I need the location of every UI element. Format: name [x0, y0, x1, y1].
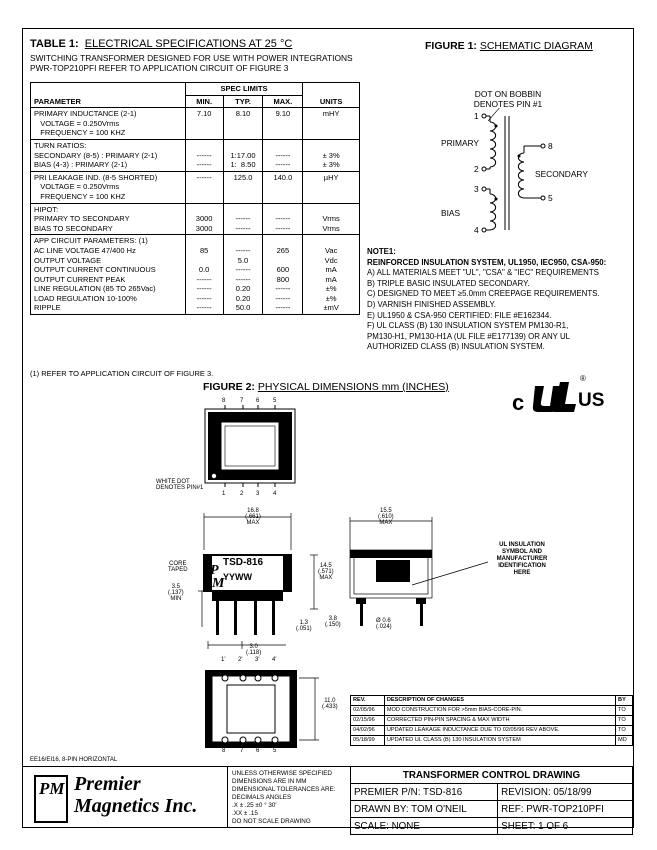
- bottom-pin-3-prime: 3': [255, 657, 260, 663]
- revision: REVISION: 05/18/99: [498, 784, 633, 801]
- spec-row: [31, 139, 360, 171]
- spec-row: [31, 171, 360, 203]
- revision-row: [351, 716, 633, 726]
- description-header: DESCRIPTION OF CHANGES: [384, 696, 615, 706]
- spec-cell-typ: 8.10: [223, 108, 263, 140]
- revision-cell: UPDATED LEAKAGE INDUCTANCE DUE TO 02/05/96 REV ABOVE.: [384, 726, 615, 736]
- standoff-dimension: 3.8 (.150): [325, 616, 341, 628]
- revision-row: [351, 726, 633, 736]
- spec-row: [31, 203, 360, 235]
- pin-4-label: 4: [474, 225, 479, 235]
- spec-row: [31, 108, 360, 140]
- by-header: BY: [616, 696, 633, 706]
- revision-cell: TO: [616, 716, 633, 726]
- rev-header: REV.: [351, 696, 385, 706]
- revision-cell: TO: [616, 726, 633, 736]
- note1-line: D) VARNISH FINISHED ASSEMBLY.: [367, 299, 496, 309]
- bottom-pin-8: 8: [222, 748, 226, 754]
- pin-8-label: 8: [548, 141, 553, 151]
- figure2-title: FIGURE 2: PHYSICAL DIMENSIONS mm (INCHES): [203, 381, 449, 393]
- dot-note: DOT ON BOBBIN DENOTES PIN #1: [473, 89, 543, 109]
- pin-2-label: 2: [474, 164, 479, 174]
- bottom-pin-7: 7: [240, 748, 244, 754]
- spec-cell-units: mHY: [303, 108, 360, 140]
- ul-symbol-note: UL INSULATION SYMBOL AND MANUFACTURER IDENTIFICATION HERE: [496, 542, 548, 576]
- header-typ: TYP.: [223, 95, 263, 108]
- spec-cell-max: 265 600 800 ------ ------ ------: [263, 235, 303, 315]
- height-dimension: 14.5 (.571) MAX: [318, 563, 334, 581]
- note1-line: C) DESIGNED TO MEET ≥5.0mm CREEPAGE REQUIREMENTS.: [367, 289, 600, 299]
- spec-cell-min: ------: [185, 171, 223, 203]
- ul-symbol-leader: [410, 560, 490, 590]
- revision-cell: MD: [616, 736, 633, 746]
- part-number: PREMIER P/N: TSD-816: [351, 784, 498, 801]
- revision-table: [350, 695, 633, 746]
- table1-subtitle-2: PWR-TOP210PFI REFER TO APPLICATION CIRCUIT OF FIGURE 3: [30, 63, 289, 73]
- header-units: UNITS: [303, 83, 360, 108]
- svg-text:P: P: [210, 563, 219, 578]
- svg-text:M: M: [212, 576, 225, 591]
- label-secondary: SECONDARY: [535, 169, 588, 179]
- top-pin-5: 5: [273, 398, 277, 404]
- spec-cell-min: 85 0.0 ------ ------ ------ ------: [185, 235, 223, 315]
- revision-row: [351, 736, 633, 746]
- spec-cell-units: Vrms Vrms: [303, 203, 360, 235]
- table1-subtitle-1: SWITCHING TRANSFORMER DESIGNED FOR USE WITH POWER INTEGRATIONS: [30, 53, 353, 63]
- bottom-pin-2-prime: 2': [238, 657, 243, 663]
- revision-cell: 04/02/96: [351, 726, 385, 736]
- end-width-dimension: 15.5 (.610) MAX: [378, 508, 394, 526]
- scale: SCALE: NONE: [351, 818, 498, 835]
- cul-us-mark: c US ®: [512, 374, 605, 415]
- side-view-drawing: [160, 505, 340, 665]
- reference: REF: PWR-TOP210PFI: [498, 801, 633, 818]
- date-code-marking: YYWW: [223, 572, 252, 582]
- note1-line: AUTHORIZED CLASS (B) INSULATION SYSTEM.: [367, 342, 545, 352]
- spec-cell-param: HIPOT: PRIMARY TO SECONDARY BIAS TO SECONDARY: [31, 203, 186, 235]
- pin-offset-dimension: 1.3 (.051): [296, 620, 312, 632]
- table1-title: TABLE 1: ELECTRICAL SPECIFICATIONS AT 25 °C: [30, 38, 293, 50]
- note1: [367, 247, 627, 353]
- note1-title: NOTE1:: [367, 247, 396, 256]
- width-dimension: 16.8 (.661) MAX: [245, 508, 261, 526]
- bottom-pin-5: 5: [273, 748, 277, 754]
- spec-cell-max: 140.0: [263, 171, 303, 203]
- note1-line: PM130-H1, PM130-H1A (UL FILE #E177139) OR ANY UL: [367, 331, 571, 341]
- bottom-pin-3: 3: [256, 491, 260, 497]
- spec-cell-units: Vac Vdc mA mA ±% ±% ±mV: [303, 235, 360, 315]
- spec-cell-max: ------ ------: [263, 139, 303, 171]
- table1-footnote: (1) REFER TO APPLICATION CIRCUIT OF FIGURE 3.: [30, 369, 214, 378]
- revision-cell: TO: [616, 706, 633, 716]
- top-pin-7: 7: [240, 398, 244, 404]
- spec-cell-min: ------ ------: [185, 139, 223, 171]
- company-block: [22, 766, 227, 829]
- bottom-pin-6: 6: [256, 748, 260, 754]
- spec-cell-max: 9.10: [263, 108, 303, 140]
- tolerance-block: UNLESS OTHERWISE SPECIFIED DIMENSIONS ARE IN MM DIMENSIONAL TOLERANCES ARE: DECIMALS ANGLES .X ± .25 ±0 ° 30' .XX ± .15 DO NOT SCALE DRAWING: [227, 766, 350, 828]
- top-pin-8: 8: [222, 398, 226, 404]
- spec-cell-param: APP CIRCUIT PARAMETERS: (1) AC LINE VOLTAGE 47/400 Hz OUTPUT VOLTAGE OUTPUT CURRENT CONTINUOUS OUTPUT CURRENT PEAK LINE REGULATION (85 TO 265Vac) LOAD REGULATION 10-100% RIPPLE: [31, 235, 186, 315]
- spec-cell-typ: ------ ------: [223, 203, 263, 235]
- bottom-pin-1: 1: [222, 491, 226, 497]
- company-logo: PM: [34, 775, 68, 823]
- pin-3-label: 3: [474, 184, 479, 194]
- pin-5-label: 5: [548, 193, 553, 203]
- pin-1-label: 1: [474, 111, 479, 121]
- revision-cell: MOD CONSTRUCTION FOR >5mm BIAS-CORE-PIN.: [384, 706, 615, 716]
- revision-row: [351, 706, 633, 716]
- revision-cell: UPDATED UL CLASS (B) 130 INSULATION SYSTEM: [384, 736, 615, 746]
- part-number-marking: TSD-816: [223, 557, 264, 568]
- title-block: [350, 766, 633, 835]
- spec-row: [31, 235, 360, 315]
- company-name: Premier Magnetics Inc.: [74, 773, 198, 817]
- core-type-label: EE16/EI16, 8-PIN HORIZONTAL: [30, 757, 118, 763]
- spec-cell-typ: 1:17.00 1: 8.50: [223, 139, 263, 171]
- core-taped-label: CORE TAPED: [168, 561, 188, 573]
- label-primary: PRIMARY: [441, 138, 480, 148]
- white-dot-note: WHITE DOT DENOTES PIN#1: [156, 479, 204, 491]
- note1-line: F) UL CLASS (B) 130 INSULATION SYSTEM PM130-R1,: [367, 321, 569, 331]
- pin-row-spacing-dimension: 11.0 (.433): [322, 698, 338, 710]
- spec-cell-typ: 125.0: [223, 171, 263, 203]
- spec-cell-typ: ------ 5.0 ------ ------ 0.20 0.20 50.0: [223, 235, 263, 315]
- bottom-view-drawing: [195, 660, 335, 760]
- spec-cell-min: 3000 3000: [185, 203, 223, 235]
- note1-line: REINFORCED INSULATION SYSTEM, UL1950, IEC950, CSA-950:: [367, 257, 607, 267]
- spec-cell-units: µHY: [303, 171, 360, 203]
- spec-header-row: [31, 83, 360, 96]
- spec-cell-min: 7.10: [185, 108, 223, 140]
- note1-line: B) TRIPLE BASIC INSULATED SECONDARY.: [367, 278, 530, 288]
- header-spec-limits: SPEC LIMITS: [185, 83, 303, 96]
- header-min: MIN.: [185, 95, 223, 108]
- pin-pitch-dimension: 3.0 (.118): [246, 644, 262, 656]
- label-bias: BIAS: [441, 208, 461, 218]
- header-max: MAX.: [263, 95, 303, 108]
- note1-line: A) ALL MATERIALS MEET "UL", "CSA" & "IEC" REQUIREMENTS: [367, 268, 599, 278]
- note1-line: E) UL1950 & CSA-950 CERTIFIED: FILE #E162344.: [367, 310, 552, 320]
- revision-cell: 02/05/96: [351, 706, 385, 716]
- spec-cell-param: PRI LEAKAGE IND. (8-5 SHORTED) VOLTAGE = 0.250Vrms FREQUENCY = 100 KHZ: [31, 171, 186, 203]
- electrical-spec-table: [30, 82, 360, 315]
- revision-cell: 05/18/99: [351, 736, 385, 746]
- header-parameter: PARAMETER: [31, 83, 186, 108]
- spec-cell-units: ± 3% ± 3%: [303, 139, 360, 171]
- top-view-drawing: [195, 393, 305, 503]
- top-pin-6: 6: [256, 398, 260, 404]
- bottom-pin-1-prime: 1': [221, 657, 226, 663]
- pin-diameter-dimension: Ø 0.6 (.024): [376, 618, 392, 630]
- revision-cell: CORRECTED PIN-PIN SPACING & MAX WIDTH: [384, 716, 615, 726]
- bottom-pin-4-prime: 4': [272, 657, 277, 663]
- spec-cell-param: TURN RATIOS: SECONDARY (8-5) : PRIMARY (2-1) BIAS (4-3) : PRIMARY (2-1): [31, 139, 186, 171]
- bottom-pin-2: 2: [240, 491, 244, 497]
- bottom-pin-4: 4: [273, 491, 277, 497]
- figure1-title: FIGURE 1: SCHEMATIC DIAGRAM: [425, 40, 593, 52]
- revision-cell: 02/15/96: [351, 716, 385, 726]
- drawn-by: DRAWN BY: TOM O'NEIL: [351, 801, 498, 818]
- sheet: SHEET: 1 OF 6: [498, 818, 633, 835]
- pin-length-dimension: 3.5 (.137) MIN: [168, 584, 184, 602]
- spec-cell-param: PRIMARY INDUCTANCE (2-1) VOLTAGE = 0.250Vrms FREQUENCY = 100 KHZ: [31, 108, 186, 140]
- drawing-title: TRANSFORMER CONTROL DRAWING: [351, 767, 633, 784]
- spec-cell-max: ------ ------: [263, 203, 303, 235]
